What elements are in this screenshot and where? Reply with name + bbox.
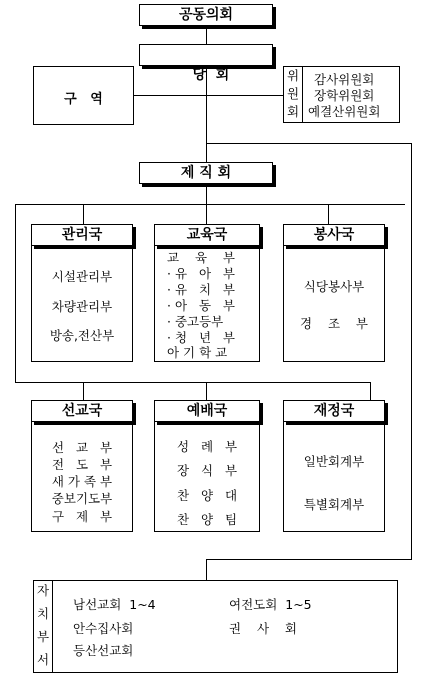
dept-title-finance (283, 400, 385, 422)
dept-title-worship (154, 400, 260, 422)
dept-box-worship (154, 400, 260, 532)
dept-title-label: 교육국 (186, 227, 228, 243)
dept-item: 새 가 족 부 (51, 474, 113, 489)
dept-item: 아 기 학 교 (167, 345, 228, 360)
dept-box-management (31, 224, 133, 362)
dept-item: 전 도 부 (51, 457, 113, 472)
dept-box-finance (283, 400, 385, 532)
dept-item: · 유 아 부 (167, 266, 236, 281)
committee-item: 예결산위원회 (308, 104, 381, 119)
deacons-label: 제 직 회 (180, 165, 232, 181)
dept-item: 특별회계부 (303, 497, 365, 512)
district-label: 구 역 (64, 92, 103, 107)
connector-bottom-h (206, 559, 412, 560)
self-gov-item: 여전도회 1~5 (229, 597, 312, 612)
dept-item: 식당봉사부 (303, 279, 365, 294)
dept-item: 찬 양 대 (176, 488, 238, 503)
self-gov-side-1: 치 (36, 606, 50, 621)
dept-box-mission (31, 400, 133, 532)
general-assembly-label: 공동의회 (178, 7, 234, 23)
committee-side-0: 위 (286, 68, 300, 83)
self-gov-divider (52, 581, 53, 672)
dept-item: · 청 년 부 (167, 330, 236, 345)
self-gov-item: 등산선교회 (73, 643, 134, 658)
dept-item: 구 제 부 (51, 509, 113, 524)
dept-box-education (154, 224, 260, 362)
dept-item: 성 례 부 (176, 439, 238, 454)
connector-row1-3 (328, 204, 329, 224)
dept-item: 선 교 부 (51, 440, 113, 455)
dept-title-label: 관리국 (61, 227, 103, 243)
general-assembly-box (139, 4, 273, 26)
dept-title-label: 예배국 (186, 403, 228, 419)
session-label: 당 회 (192, 67, 230, 83)
dept-title-label: 재정국 (313, 403, 355, 419)
connector-row2-1 (83, 382, 84, 400)
dept-item: 일반회계부 (303, 454, 365, 469)
connector-party-right-h (206, 143, 412, 144)
dept-item: 찬 양 팀 (176, 512, 238, 527)
connector-row1-1 (83, 204, 84, 224)
dept-item: · 아 동 부 (167, 298, 236, 313)
connector-row1-bus (15, 204, 405, 205)
dept-title-management (31, 224, 133, 246)
connector-top-to-party (206, 24, 207, 44)
dept-item: 경 조 부 (299, 316, 368, 331)
committee-item: 감사위원회 (314, 72, 375, 87)
self-gov-box (33, 580, 398, 673)
self-gov-side-2: 부 (36, 629, 50, 644)
self-gov-side-0: 자 (36, 583, 50, 598)
dept-title-service (283, 224, 385, 246)
dept-item: 교 육 부 (167, 250, 236, 265)
self-gov-item: 안수집사회 (73, 621, 134, 636)
connector-committee (206, 95, 283, 96)
connector-bottom-v (206, 559, 207, 580)
committee-side-2: 회 (286, 104, 300, 119)
district-box (33, 66, 134, 125)
connector-left-loop-h (15, 382, 370, 383)
dept-title-label: 선교국 (61, 403, 103, 419)
committee-divider (302, 67, 303, 122)
dept-title-education (154, 224, 260, 246)
connector-district (134, 95, 206, 96)
session-box (139, 44, 273, 83)
dept-item: 방송,전산부 (49, 328, 115, 343)
connector-row2-2 (206, 382, 207, 400)
dept-box-service (283, 224, 385, 362)
dept-title-mission (31, 400, 133, 422)
deacons-box (139, 162, 273, 184)
dept-item: · 유 치 부 (167, 282, 236, 297)
committee-box (283, 66, 400, 123)
self-gov-side-3: 서 (36, 652, 50, 667)
connector-left-loop-v (15, 204, 16, 382)
committee-item: 장학위원회 (314, 88, 375, 103)
dept-title-label: 봉사국 (313, 227, 355, 243)
connector-right-v (411, 143, 412, 560)
self-gov-item: 권 사 회 (229, 621, 298, 636)
dept-item: 장 식 부 (176, 463, 238, 478)
self-gov-item: 남선교회 1~4 (73, 597, 156, 612)
committee-side-1: 원 (286, 86, 300, 101)
dept-item: 시설관리부 (51, 269, 113, 284)
dept-item: · 중고등부 (167, 314, 224, 329)
dept-item: 중보기도부 (51, 491, 113, 506)
connector-row2-3 (370, 382, 371, 400)
dept-item: 차량관리부 (51, 299, 113, 314)
